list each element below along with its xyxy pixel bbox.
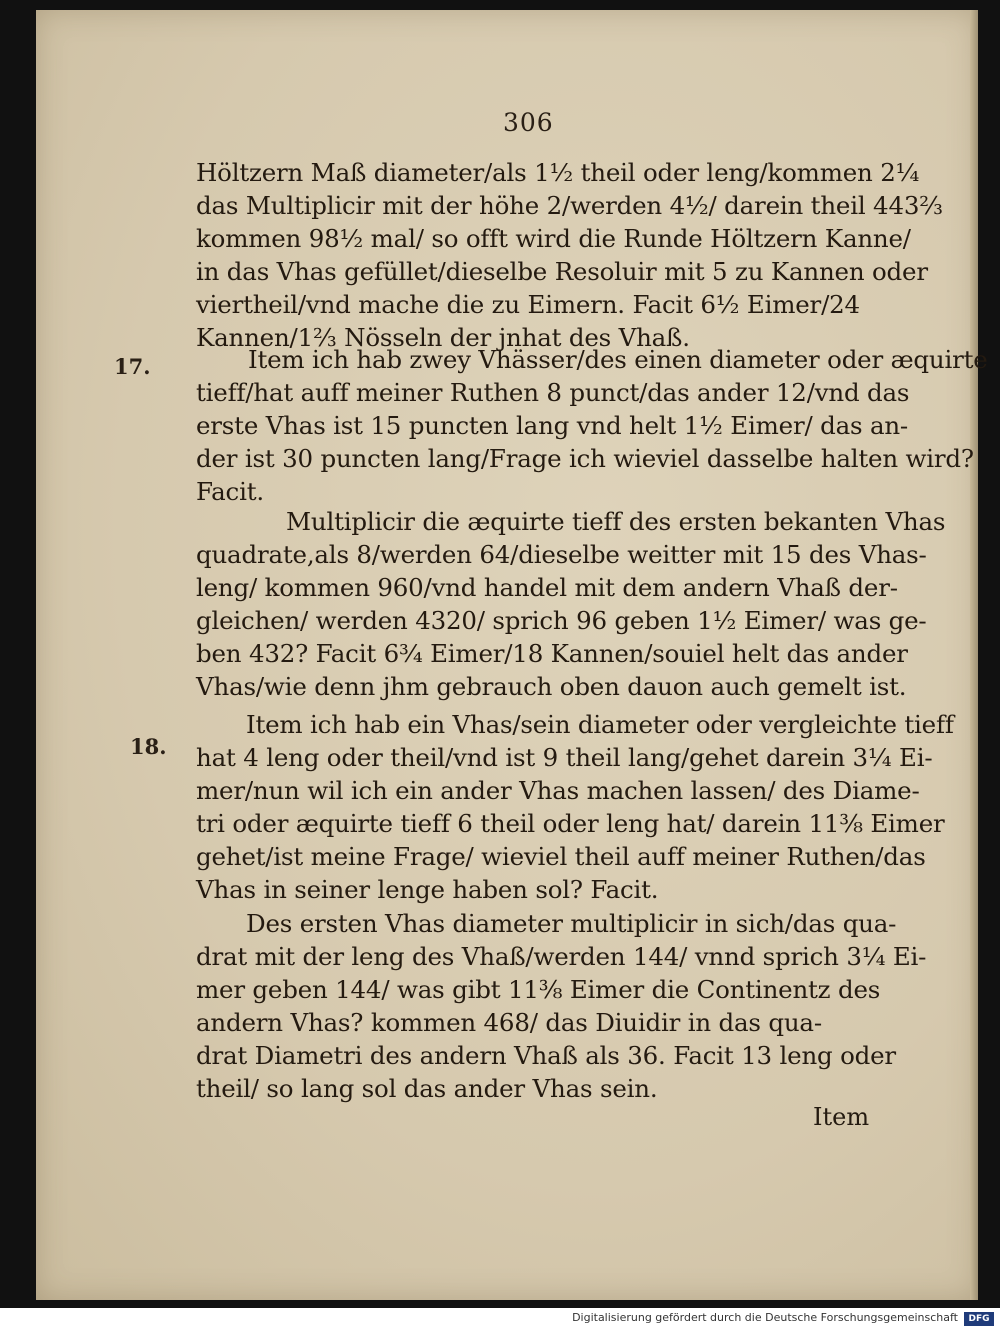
text-line: Höltzern Maß diameter/als 1½ theil oder leng/kommen 2¼: [196, 158, 920, 187]
text-line: leng/ kommen 960/vnd handel mit dem andern Vhaß der-: [196, 573, 898, 602]
text-line: hat 4 leng oder theil/vnd ist 9 theil lang/gehet darein 3¼ Ei-: [196, 743, 933, 772]
text-line: Facit.: [196, 477, 264, 506]
text-line: Item ich hab ein Vhas/sein diameter oder vergleichte tieff: [246, 710, 954, 739]
text-line: theil/ so lang sol das ander Vhas sein.: [196, 1074, 658, 1103]
text-line: kommen 98½ mal/ so offt wird die Runde Höltzern Kanne/: [196, 224, 911, 253]
text-line: quadrate,als 8/werden 64/dieselbe weitter mit 15 des Vhas-: [196, 540, 927, 569]
margin-number-17: 17.: [114, 354, 151, 379]
text-line: Item ich hab zwey Vhässer/des einen diameter oder æquirte: [248, 345, 988, 374]
text-line: tieff/hat auff meiner Ruthen 8 punct/das ander 12/vnd das: [196, 378, 910, 407]
paragraph-4: [196, 708, 954, 906]
text-line: ben 432? Facit 6¾ Eimer/18 Kannen/souiel helt das ander: [196, 639, 908, 668]
text-line: das Multiplicir mit der höhe 2/werden 4½/ darein theil 443⅔: [196, 191, 943, 220]
text-line: viertheil/vnd mache die zu Eimern. Facit 6½ Eimer/24: [196, 290, 860, 319]
text-line: gehet/ist meine Frage/ wieviel theil auff meiner Ruthen/das: [196, 842, 926, 871]
text-line: Vhas in seiner lenge haben sol? Facit.: [196, 875, 659, 904]
text-line: gleichen/ werden 4320/ sprich 96 geben 1½ Eimer/ was ge-: [196, 606, 927, 635]
text-line: drat Diametri des andern Vhaß als 36. Facit 13 leng oder: [196, 1041, 896, 1070]
page-gutter: [970, 10, 978, 1300]
footer-bar: [0, 1308, 1000, 1330]
text-line: mer/nun wil ich ein ander Vhas machen lassen/ des Diame-: [196, 776, 920, 805]
text-line: Vhas/wie denn jhm gebrauch oben dauon auch gemelt ist.: [196, 672, 907, 701]
text-line: mer geben 144/ was gibt 11⅜ Eimer die Continentz des: [196, 975, 881, 1004]
text-line: tri oder æquirte tieff 6 theil oder leng hat/ darein 11⅜ Eimer: [196, 809, 945, 838]
text-line: erste Vhas ist 15 puncten lang vnd helt 1½ Eimer/ das an-: [196, 411, 909, 440]
paragraph-1: [196, 156, 943, 354]
text-line: Multiplicir die æquirte tieff des ersten bekanten Vhas: [286, 507, 946, 536]
catchword: Item: [813, 1103, 870, 1131]
dfg-logo: DFG: [964, 1312, 994, 1326]
text-line: andern Vhas? kommen 468/ das Diuidir in das qua-: [196, 1008, 822, 1037]
text-line: in das Vhas gefüllet/dieselbe Resoluir mit 5 zu Kannen oder: [196, 257, 928, 286]
paragraph-2: [196, 343, 988, 508]
text-line: Des ersten Vhas diameter multiplicir in sich/das qua-: [246, 909, 897, 938]
text-line: Kannen/1⅔ Nösseln der jnhat des Vhaß.: [196, 323, 690, 352]
funding-notice: Digitalisierung gefördert durch die Deutsche Forschungsgemeinschaft: [572, 1311, 958, 1324]
page-number: 306: [503, 108, 554, 137]
margin-number-18: 18.: [130, 734, 167, 759]
paragraph-5: [196, 907, 926, 1105]
paragraph-3: [196, 505, 945, 703]
text-line: der ist 30 puncten lang/Frage ich wieviel dasselbe halten wird?: [196, 444, 974, 473]
text-line: drat mit der leng des Vhaß/werden 144/ vnnd sprich 3¼ Ei-: [196, 942, 927, 971]
